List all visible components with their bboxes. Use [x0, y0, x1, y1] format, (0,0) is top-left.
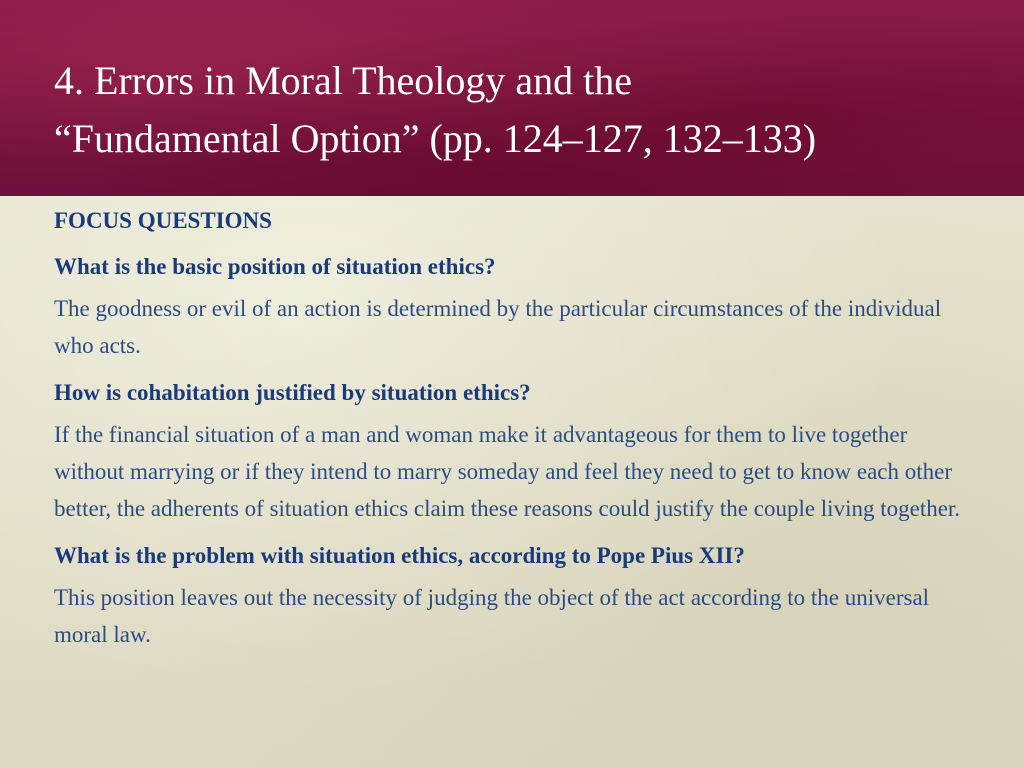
question-2: How is cohabitation justified by situation ethics? [54, 380, 531, 405]
title-banner [0, 0, 1024, 196]
slide-title-line-1: 4. Errors in Moral Theology and the [54, 58, 633, 103]
answer-2: If the financial situation of a man and woman make it advantageous for them to live together without marrying or if they intend to marry someday and feel they need to get to know each other better, the adherents of situation ethics claim these reasons could justify the couple living together. [54, 422, 961, 521]
slide-body [54, 204, 974, 665]
answer-3: This position leaves out the necessity of judging the object of the act according to the universal moral law. [54, 585, 930, 647]
slide-title-line-2: “Fundamental Option” (pp. 124–127, 132–133) [54, 116, 817, 161]
focus-questions-heading: FOCUS QUESTIONS [54, 208, 272, 233]
question-3: What is the problem with situation ethics, according to Pope Pius XII? [54, 543, 745, 568]
question-1: What is the basic position of situation ethics? [54, 254, 496, 279]
answer-1: The goodness or evil of an action is determined by the particular circumstances of the individual who acts. [54, 296, 942, 358]
slide-title [54, 52, 994, 168]
